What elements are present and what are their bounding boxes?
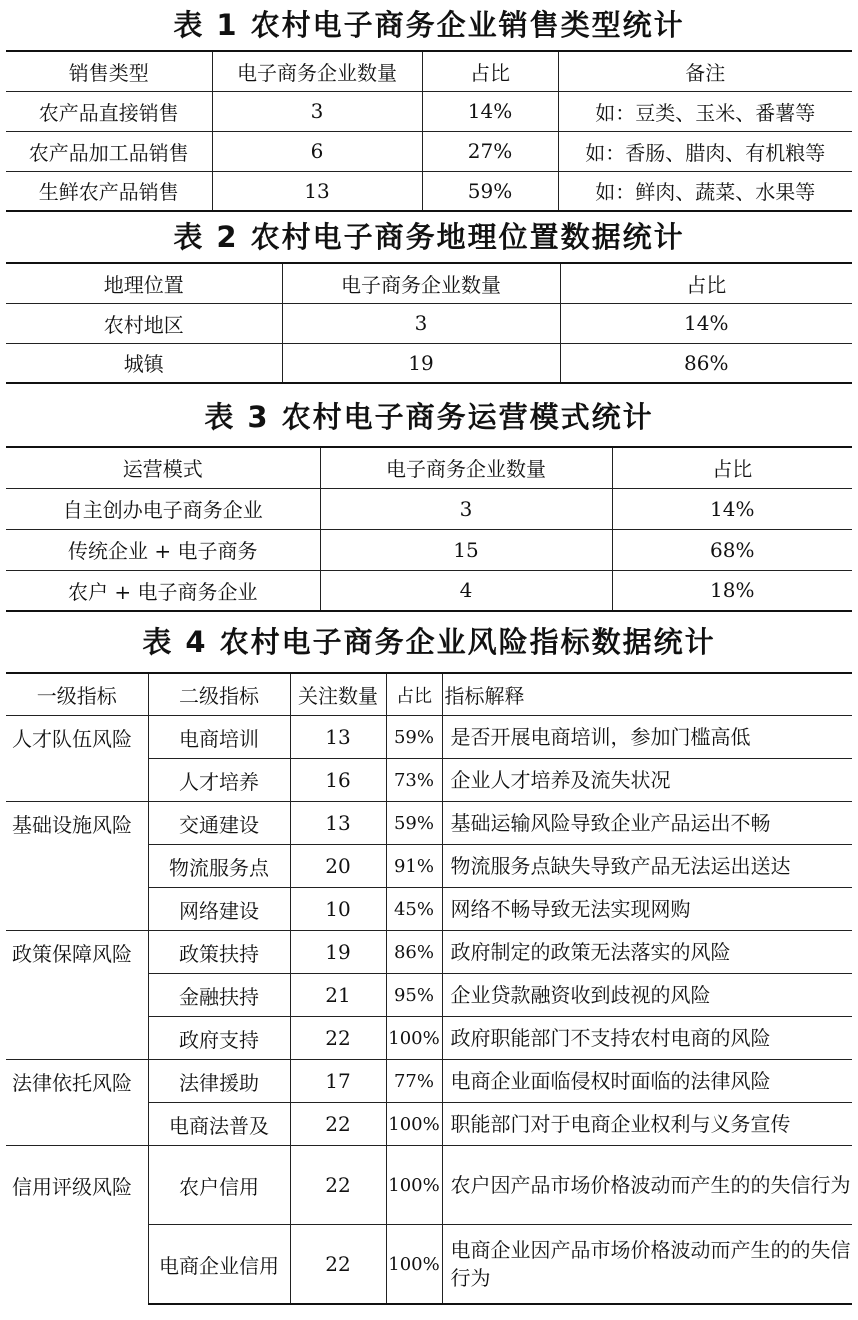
table-cell: 是否开展电商培训，参加门槛高低 [442, 716, 852, 759]
table-header-row [6, 51, 852, 91]
table3-caption: 表 3 农村电子商务运营模式统计 [204, 400, 654, 434]
table-header-row [6, 673, 852, 716]
table-cell: 物流服务点缺失导致产品无法运出送达 [442, 845, 852, 888]
table-cell: 自主创办电子商务企业 [6, 488, 320, 529]
table-cell: 政府职能部门不支持农村电商的风险 [442, 1017, 852, 1060]
table-row [6, 716, 852, 759]
table-cell: 19 [282, 343, 560, 383]
table-cell: 22 [290, 1103, 386, 1146]
table-cell: 16 [290, 759, 386, 802]
table-cell: 农户信用 [148, 1146, 290, 1225]
table-cell: 农户 + 电子商务企业 [6, 570, 320, 611]
column-header: 占比 [422, 51, 558, 91]
table-cell: 22 [290, 1146, 386, 1225]
table-row [6, 131, 852, 171]
table-header-row [6, 263, 852, 303]
column-header: 电子商务企业数量 [282, 263, 560, 303]
table-cell: 100% [386, 1103, 442, 1146]
table-header-row [6, 447, 852, 488]
table-cell: 13 [290, 716, 386, 759]
table2-caption: 表 2 农村电子商务地理位置数据统计 [173, 220, 685, 254]
column-header: 关注数量 [290, 673, 386, 716]
table-cell: 3 [320, 488, 612, 529]
table-cell: 政策保障风险 [6, 931, 148, 974]
table-cell: 20 [290, 845, 386, 888]
table1-caption: 表 1 农村电子商务企业销售类型统计 [173, 8, 685, 42]
table-cell [6, 1225, 148, 1305]
table-cell: 企业人才培养及流失状况 [442, 759, 852, 802]
table-cell: 农户因产品市场价格波动而产生的的失信行为 [442, 1146, 852, 1225]
table-cell: 21 [290, 974, 386, 1017]
table-cell [6, 974, 148, 1017]
table-cell [6, 888, 148, 931]
table-cell: 网络不畅导致无法实现网购 [442, 888, 852, 931]
table-cell: 13 [290, 802, 386, 845]
table-row [6, 1060, 852, 1103]
table-cell: 14% [612, 488, 852, 529]
column-header: 二级指标 [148, 673, 290, 716]
table-cell [6, 759, 148, 802]
table-cell: 59% [386, 716, 442, 759]
table-cell: 27% [422, 131, 558, 171]
table-cell: 如：鲜肉、蔬菜、水果等 [558, 171, 852, 211]
table-cell: 22 [290, 1017, 386, 1060]
table-cell [6, 845, 148, 888]
column-header: 占比 [560, 263, 852, 303]
table-cell: 网络建设 [148, 888, 290, 931]
table-cell: 19 [290, 931, 386, 974]
table-cell: 金融扶持 [148, 974, 290, 1017]
table-cell: 生鲜农产品销售 [6, 171, 212, 211]
table-row [6, 488, 852, 529]
column-header: 电子商务企业数量 [320, 447, 612, 488]
table-cell: 45% [386, 888, 442, 931]
table-row [6, 529, 852, 570]
table-cell: 4 [320, 570, 612, 611]
table-row [6, 974, 852, 1017]
table-cell: 法律依托风险 [6, 1060, 148, 1103]
table-cell: 基础运输风险导致企业产品运出不畅 [442, 802, 852, 845]
table-cell: 6 [212, 131, 422, 171]
table-cell: 100% [386, 1146, 442, 1225]
table-cell: 交通建设 [148, 802, 290, 845]
table-row [6, 570, 852, 611]
table-cell: 17 [290, 1060, 386, 1103]
table-row [6, 171, 852, 211]
table-cell: 如：香肠、腊肉、有机粮等 [558, 131, 852, 171]
sales-type-table [6, 50, 852, 212]
table-cell: 73% [386, 759, 442, 802]
table-cell: 电商企业因产品市场价格波动而产生的的失信行为 [442, 1225, 852, 1305]
table-cell: 14% [422, 91, 558, 131]
table-cell: 信用评级风险 [6, 1146, 148, 1225]
location-table [6, 262, 852, 384]
table-row [6, 888, 852, 931]
column-header: 指标解释 [442, 673, 852, 716]
table-row [6, 845, 852, 888]
table-cell: 人才队伍风险 [6, 716, 148, 759]
table-cell: 100% [386, 1225, 442, 1305]
table-cell: 企业贷款融资收到歧视的风险 [442, 974, 852, 1017]
column-header: 销售类型 [6, 51, 212, 91]
table-row [6, 759, 852, 802]
table-cell: 91% [386, 845, 442, 888]
column-header: 占比 [386, 673, 442, 716]
column-header: 备注 [558, 51, 852, 91]
table-cell: 86% [386, 931, 442, 974]
table-cell: 政府支持 [148, 1017, 290, 1060]
table-cell: 95% [386, 974, 442, 1017]
table-cell: 10 [290, 888, 386, 931]
column-header: 一级指标 [6, 673, 148, 716]
table-cell: 18% [612, 570, 852, 611]
table4-caption: 表 4 农村电子商务企业风险指标数据统计 [142, 625, 716, 659]
table-cell: 68% [612, 529, 852, 570]
table-cell: 3 [282, 303, 560, 343]
table-row [6, 303, 852, 343]
table-row [6, 1017, 852, 1060]
table-cell: 农产品加工品销售 [6, 131, 212, 171]
table-cell: 如：豆类、玉米、番薯等 [558, 91, 852, 131]
table-cell: 电商企业面临侵权时面临的法律风险 [442, 1060, 852, 1103]
table-cell: 22 [290, 1225, 386, 1305]
table-cell: 3 [212, 91, 422, 131]
column-header: 运营模式 [6, 447, 320, 488]
table-cell [6, 1103, 148, 1146]
table-cell: 86% [560, 343, 852, 383]
table-cell: 14% [560, 303, 852, 343]
table-cell: 城镇 [6, 343, 282, 383]
table-cell: 基础设施风险 [6, 802, 148, 845]
table-cell: 电商法普及 [148, 1103, 290, 1146]
table-row [6, 1225, 852, 1305]
table-cell: 农产品直接销售 [6, 91, 212, 131]
table-row [6, 931, 852, 974]
table-cell: 职能部门对于电商企业权利与义务宣传 [442, 1103, 852, 1146]
table-cell: 政府制定的政策无法落实的风险 [442, 931, 852, 974]
table-cell: 59% [422, 171, 558, 211]
table-cell: 电商培训 [148, 716, 290, 759]
table-cell: 59% [386, 802, 442, 845]
column-header: 占比 [612, 447, 852, 488]
table-cell: 人才培养 [148, 759, 290, 802]
table-cell: 法律援助 [148, 1060, 290, 1103]
table-row [6, 1146, 852, 1225]
table-row [6, 343, 852, 383]
table-cell: 15 [320, 529, 612, 570]
table-cell: 政策扶持 [148, 931, 290, 974]
table-cell: 物流服务点 [148, 845, 290, 888]
table-cell: 77% [386, 1060, 442, 1103]
operation-mode-table [6, 446, 852, 612]
table-row [6, 91, 852, 131]
table-row [6, 1103, 852, 1146]
table-cell: 13 [212, 171, 422, 211]
table-cell: 电商企业信用 [148, 1225, 290, 1305]
table-cell: 农村地区 [6, 303, 282, 343]
table-cell: 100% [386, 1017, 442, 1060]
table-cell [6, 1017, 148, 1060]
column-header: 地理位置 [6, 263, 282, 303]
risk-indicator-table [6, 672, 852, 1305]
column-header: 电子商务企业数量 [212, 51, 422, 91]
table-cell: 传统企业 + 电子商务 [6, 529, 320, 570]
table-row [6, 802, 852, 845]
